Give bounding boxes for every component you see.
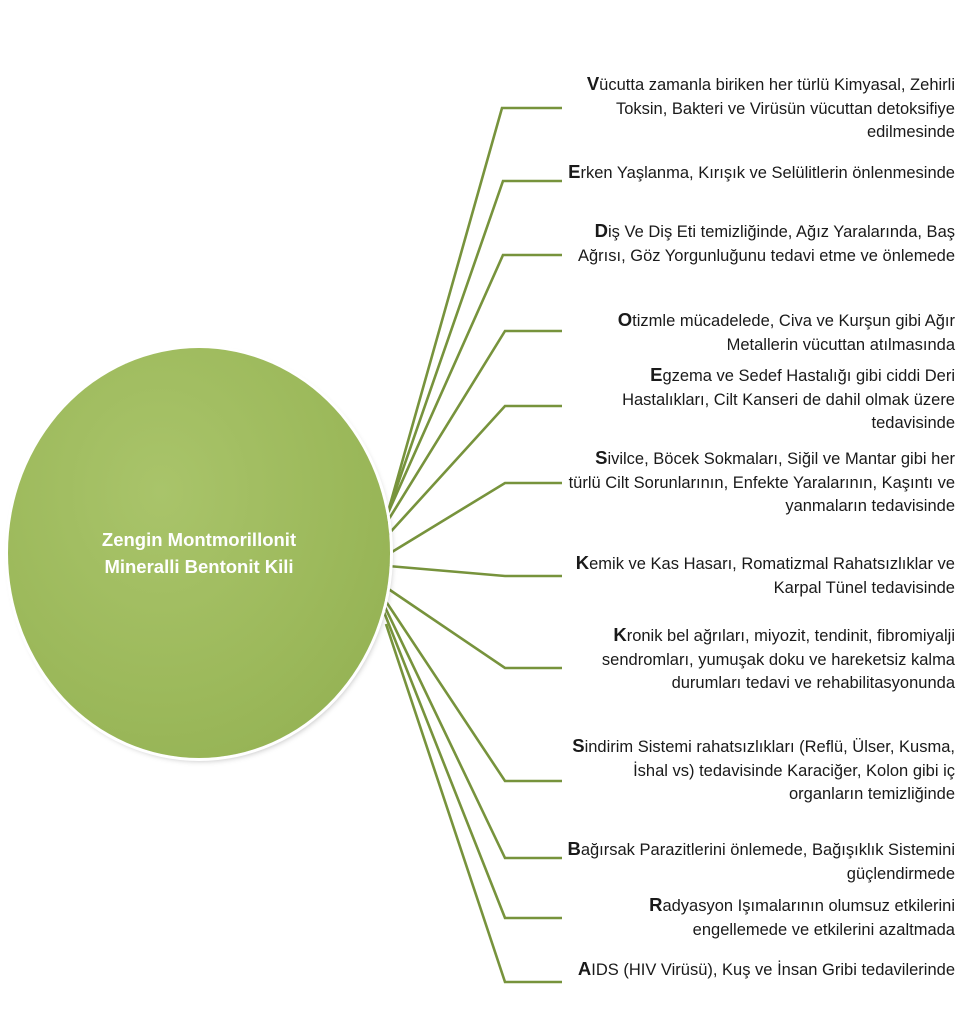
benefit-item	[565, 446, 955, 519]
benefit-initial: B	[567, 838, 581, 859]
benefit-item	[565, 308, 955, 357]
benefit-text: ücutta zamanla biriken her türlü Kimyasal, Zehirli Toksin, Bakteri ve Virüsün vücuttan detoksifiye edilmesinde	[599, 76, 955, 141]
connector-line	[388, 566, 562, 576]
connector-line	[387, 483, 562, 555]
central-topic-title: Zengin Montmorillonit Mineralli Bentonit Kili	[101, 529, 297, 577]
benefit-initial: E	[650, 364, 663, 385]
benefit-item	[565, 363, 955, 436]
connector-line	[387, 588, 562, 668]
benefit-initial: O	[617, 309, 633, 330]
benefit-text: gzema ve Sedef Hastalığı gibi ciddi Deri Hastalıkları, Cilt Kanseri de dahil olmak üzere tedavisinde	[622, 367, 955, 432]
benefit-text: tizmle mücadelede, Civa ve Kurşun gibi Ağır Metallerin vücuttan atılmasında	[632, 312, 955, 354]
benefit-text: emik ve Kas Hasarı, Romatizmal Rahatsızlıklar ve Karpal Tünel tedavisinde	[589, 555, 955, 597]
benefit-initial: K	[575, 552, 590, 573]
benefit-initial: E	[568, 161, 581, 182]
benefit-item	[565, 893, 955, 942]
benefit-text: IDS (HIV Virüsü), Kuş ve İnsan Gribi tedavilerinde	[591, 961, 955, 979]
benefit-item	[565, 957, 955, 983]
central-topic-circle	[8, 348, 390, 758]
benefit-text: rken Yaşlanma, Kırışık ve Selülitlerin önlenmesinde	[580, 164, 955, 182]
benefit-item	[565, 160, 955, 186]
connector-line	[386, 181, 562, 518]
benefit-initial: A	[577, 958, 592, 979]
benefit-item	[565, 734, 955, 807]
benefit-text: indirim Sistemi rahatsızlıkları (Reflü, Ülser, Kusma, İshal vs) tedavisinde Karaciğer, Kolon gibi iç organların temizliğinde	[584, 738, 955, 803]
benefit-item	[565, 837, 955, 886]
benefit-initial: R	[649, 894, 663, 915]
benefit-text: adyasyon Işımalarının olumsuz etkilerini engellemede ve etkilerini azaltmada	[662, 897, 955, 939]
connector-line	[385, 600, 562, 781]
benefit-initial: D	[594, 220, 609, 241]
benefit-text: ağırsak Parazitlerini önlemede, Bağışıklık Sistemini güçlendirmede	[580, 841, 955, 883]
benefit-text: iş Ve Diş Eti temizliğinde, Ağız Yaralarında, Baş Ağrısı, Göz Yorgunluğunu tedavi etme ve önlemede	[578, 223, 955, 265]
benefit-text: ivilce, Böcek Sokmaları, Siğil ve Mantar gibi her türlü Cilt Sorunlarının, Enfekte Yaralarının, Kaşıntı ve yanmaların tedavisinde	[568, 450, 955, 515]
benefit-item	[565, 623, 955, 696]
benefit-initial: S	[595, 447, 608, 468]
benefit-initial: S	[572, 735, 585, 756]
benefit-item	[565, 551, 955, 600]
benefit-item	[565, 219, 955, 268]
benefit-item	[565, 72, 955, 145]
connector-line	[386, 624, 562, 982]
benefit-text: ronik bel ağrıları, miyozit, tendinit, fibromiyalji sendromları, yumuşak doku ve hareketsiz kalma durumları tedavi ve rehabilitasyonunda	[601, 627, 955, 692]
benefit-initial: K	[613, 624, 627, 645]
benefit-initial: V	[586, 73, 600, 94]
